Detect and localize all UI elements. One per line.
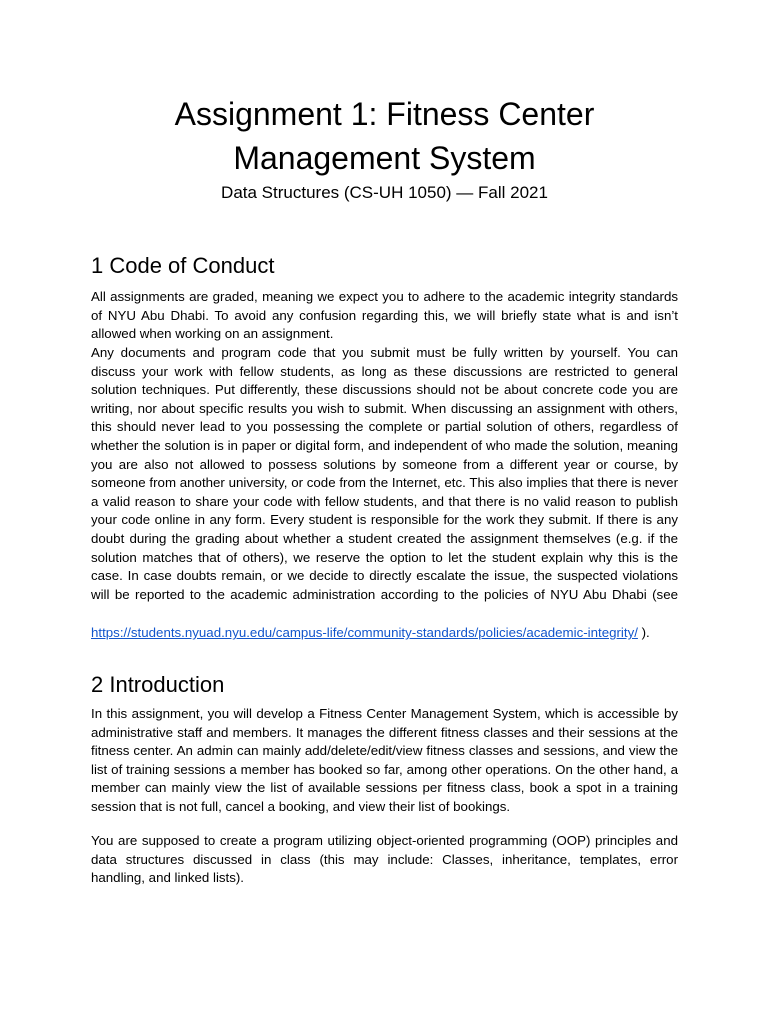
document-subtitle: Data Structures (CS-UH 1050) — Fall 2021 — [221, 183, 548, 202]
title-line-1: Assignment 1: Fitness Center — [174, 96, 595, 132]
section-heading-code-of-conduct: 1 Code of Conduct — [91, 253, 275, 278]
introduction-paragraph-1: In this assignment, you will develop a Fitness Center Management System, which is accessible by administrative staff and members. It manages the different fitness classes and their sessions at the fitness center. An admin can mainly add/delete/edit/view fitness classes and sessions, and view the list of training sessions a member has booked so far, among other operations. On the other hand, a member can mainly view the list of available sessions per fitness class, book a spot in a training session that is not full, cancel a booking, and view their list of bookings. — [91, 706, 678, 814]
section-heading-introduction: 2 Introduction — [91, 672, 225, 697]
introduction-paragraph-2: You are supposed to create a program utilizing object-oriented programming (OOP) principles and data structures discussed in class (this may include: Classes, inheritance, templates, error handling, and linked lists). — [91, 833, 678, 886]
code-of-conduct-paragraph-1: All assignments are graded, meaning we expect you to adhere to the academic integrity standards of NYU Abu Dhabi. To avoid any confusion regarding this, we will briefly state what is and isn’t allowed when working on an assignment. — [91, 289, 678, 342]
title-line-2: Management System — [233, 140, 536, 176]
academic-integrity-link[interactable]: https://students.nyuad.nyu.edu/campus-life/community-standards/policies/academic-integrity/ — [91, 625, 638, 640]
link-trailing-text: ). — [637, 625, 650, 640]
academic-integrity-link-line — [91, 624, 678, 643]
document-title — [91, 92, 678, 180]
code-of-conduct-paragraph-2: Any documents and program code that you submit must be fully written by yourself. You can discuss your work with fellow students, as long as these discussions are restricted to general solution techniques. Put differently, these discussions should not be about concrete code you are writing, nor about specific results you wish to submit. When discussing an assignment with others, this should never lead to you possessing the complete or partial solution of others, regardless of whether the solution is in paper or digital form, and independent of who made the solution, meaning you are also not allowed to possess solutions by someone from a different year or course, by someone from another university, or code from the Internet, etc. This also implies that there is never a valid reason to share your code with fellow students, and that there is no valid reason to publish your code online in any form. Every student is responsible for the work they submit. If there is any doubt during the grading about whether a student created the assignment themselves (e.g. if the solution matches that of others), we reserve the option to let the student explain why this is the case. In case doubts remain, or we decide to directly escalate the issue, the suspected violations will be reported to the academic administration according to the policies of NYU Abu Dhabi (see — [91, 345, 678, 602]
